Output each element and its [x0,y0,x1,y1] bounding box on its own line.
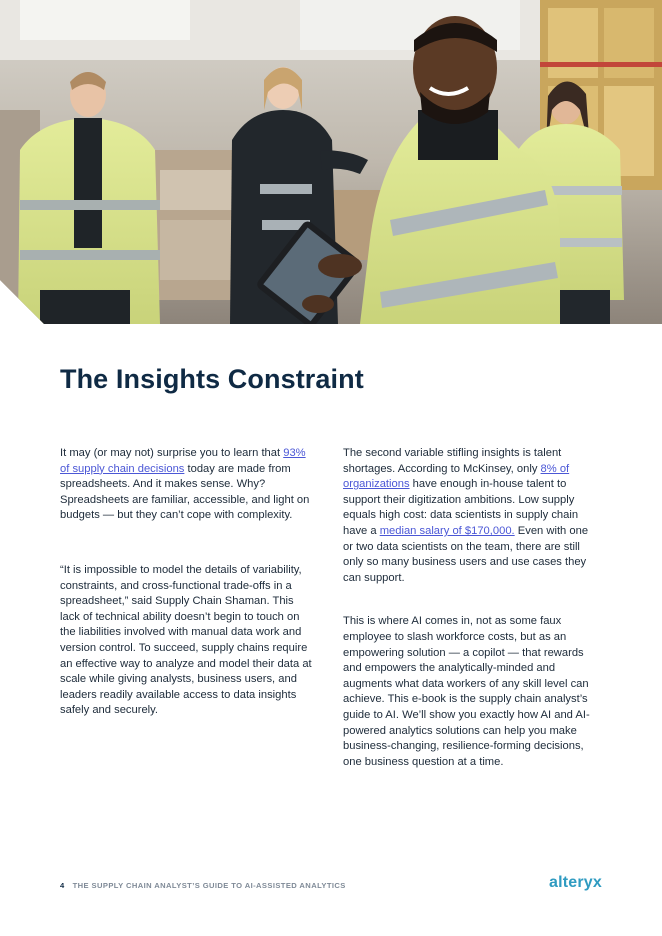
footer-doc-title: THE SUPPLY CHAIN ANALYST’S GUIDE TO AI-ASSISTED ANALYTICS [72,881,346,890]
right-column [343,446,599,770]
right-paragraph-1: The second variable stifling insights is talent shortages. According to McKinsey, only 8% of organizations have enough in-house talent to support their digitization ambitions. Low supply equals high cost: data scientists in supply chain have a median salary of $170,000. Even with one or two data scientists on the team, there are still only so many business users and use cases they can support. [343,447,589,584]
right-paragraph-2: This is where AI comes in, not as some faux employee to slash workforce costs, but as an empowering solution — a copilot — that rewards and empowers the analytically-minded and augments what data workers of any skill level can achieve. This e-book is the supply chain analyst’s guide to AI. We’ll show you exactly how AI and AI-powered analytics solutions can help you make business-changing, resilience-forming decisions, one business question at a time. [343,615,590,768]
median-salary-link[interactable]: median salary of $170,000. [379,524,515,537]
alteryx-logo: alteryx [549,874,602,891]
organizations-link[interactable]: 8% of organizations [343,462,570,491]
page-title: The Insights Constraint [60,364,364,394]
supply-chain-decisions-link[interactable]: 93% of supply chain decisions [60,447,306,475]
left-column [60,446,316,719]
page-footer [60,881,346,890]
warehouse-team-photo [0,0,662,324]
page-number: 4 [60,881,65,890]
hero-photo [0,0,662,324]
left-paragraph-2: “It is impossible to model the details of variability, constraints, and cross-functional trade-offs in a spreadsheet,” said Supply Chain Shaman. This lack of technical ability doesn’t begin to touch on the liabilities involved with manual data work and version control. To succeed, supply chains require an effective way to analyze and model their data at scale while giving analysts, business users, and leaders readily available access to data insights safely and securely. [60,563,312,717]
left-paragraph-1: It may (or may not) surprise you to learn that 93% of supply chain decisions today are made from spreadsheets. And it makes sense. Why? Spreadsheets are familiar, accessible, and light on budgets — but they can’t cope with complexity. [60,447,310,522]
